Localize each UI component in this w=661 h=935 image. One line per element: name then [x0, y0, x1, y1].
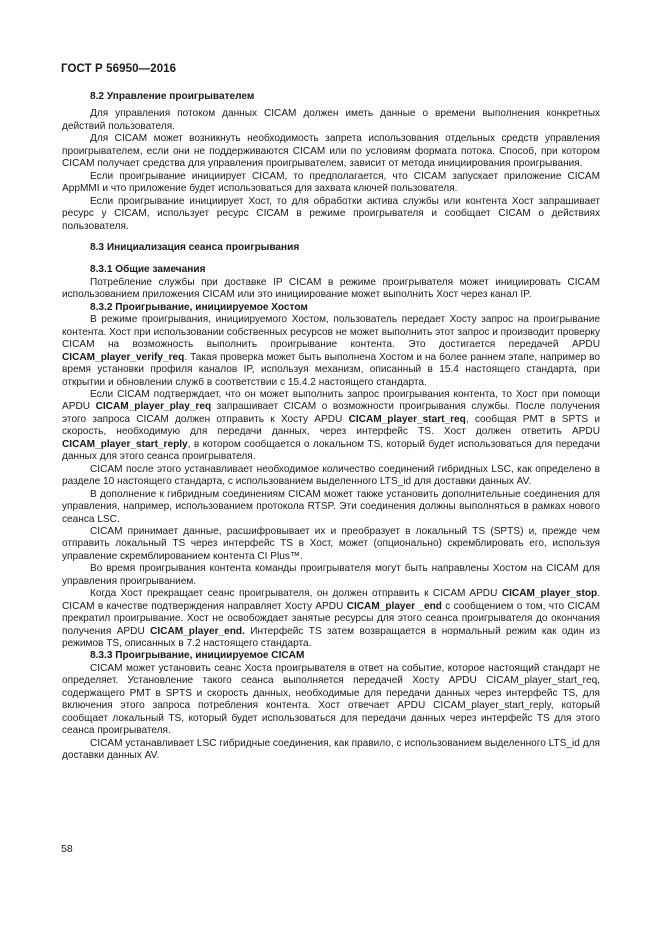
- paragraph: Для CICAM может возникнуть необходимость запрета использования отдельных средств управления проигрывателем, если они не поддерживаются CICAM или по условиям формата потока. Способ, при котором CICAM получает средства для управления проигрывателем, зависит от метода инициирования проигрывания.: [62, 133, 600, 170]
- paragraph: Для управления потоком данных CICAM должен иметь данные о времени выполнения конкретных действий пользователя.: [62, 108, 600, 132]
- paragraph: CICAM может установить сеанс Хоста проигрывателя в ответ на событие, которое настоящий стандарт не определяет. Установление такого сеанса выполняется передачей Хосту APDU CICAM_player_start_req, содержащего PMT в SPTS и скорость данных, необходимые для передачи данных через интерфейс TS, для включения этого запроса потребления контента. Хост отвечает APDU CICAM_player_start_reply, который сообщает локальный TS, который будет использоваться для передачи данных через интерфейс TS для этого сеанса проигрывателя.: [62, 662, 600, 737]
- paragraph: В дополнение к гибридным соединениям CICAM может также установить дополнительные соединения для управления, например, использованием протокола RTSP. Эти соединения должны выполняться в рамках нового сеанса LSC.: [62, 488, 600, 525]
- paragraph: CICAM устанавливает LSC гибридные соединения, как правило, с использованием выделенного LTS_id для доставки данных AV.: [62, 737, 600, 762]
- apdu-name: CICAM_player _end: [346, 600, 442, 612]
- paragraph: Когда Хост прекращает сеанс проигрывателя, он должен отправить к CICAM APDU CICAM_player_stop. CICAM в качестве подтверждения направляет Хосту APDU CICAM_player _end с сообщением о том, что CICAM прекратил проигрывание. Хост не освобождает занятые ресурсы для этого сеанса проигрывателя до окончания получения APDU CICAM_player_end. Интерфейс TS затем возвращается в нормальный режим как один из режимов TS, описанных в 7.2 настоящего стандарта.: [62, 588, 601, 650]
- page-number: 58: [61, 843, 73, 855]
- apdu-name: CICAM_player_stop: [501, 588, 598, 600]
- paragraph: CICAM после этого устанавливает необходимое количество соединений гибридных LSC, как определено в разделе 10 настоящего стандарта, с использованием выделенного LTS_id для доставки данных AV.: [62, 463, 600, 488]
- apdu-name: CICAM_player_play_req: [95, 401, 212, 413]
- apdu-name: CICAM_player_start_reply: [62, 438, 188, 450]
- apdu-name: CICAM_player_start_req: [348, 413, 466, 425]
- paragraph: CICAM принимает данные, расшифровывает их и преобразует в локальный TS (SPTS) и, прежде чем отправить локальный TS через интерфейс TS в Хост, может (опционально) скремблировать его, используя управление скремблированием контента CI Plus™.: [62, 525, 600, 562]
- paragraph: В режиме проигрывания, инициируемого Хостом, пользователь передает Хосту запрос на проигрывание контента. Хост при использовании собственных ресурсов не может выполнить этот запрос и производит проверку CICAM на возможность выполнить проигрывание контента. Это достигается передачей APDU CICAM_player_verify_req. Такая проверка может быть выполнена Хостом и на более раннем этапе, например во время установки профиля каналов IP, используя механизм, описанный в 15.4 настоящего стандарта, при открытии и обновлении служб в соответствии с 15.4.2 настоящего стандарта.: [62, 314, 600, 388]
- paragraph: Если CICAM подтверждает, что он может выполнить запрос проигрывания контента, то Хост при помощи APDU CICAM_player_play_req запрашивает CICAM о возможности проигрывания службы. После получения этого запроса CICAM должен отправить к Хосту APDU CICAM_player_start_req, сообщая PMT в SPTS и скорость, необходимую для передачи данных, через интерфейс TS. Хост должен ответить APDU CICAM_player_start_reply, в котором сообщается о локальном TS, который будет использоваться для передачи данных для этого сеанса проигрывателя.: [62, 388, 600, 463]
- subsection-heading-8-3-2: 8.3.2 Проигрывание, инициируемое Хостом: [90, 301, 308, 313]
- subsection-heading-8-3-1: 8.3.1 Общие замечания: [90, 264, 206, 276]
- section-heading-8-3: 8.3 Инициализация сеанса проигрывания: [90, 242, 300, 254]
- paragraph: Потребление службы при доставке IP CICAM в режиме проигрывателя может инициировать CICAM использованием приложения CICAM или это инициирование может выполнить Хост через канал IP.: [62, 276, 600, 301]
- apdu-name: CICAM_player_end.: [150, 625, 245, 637]
- paragraph: Во время проигрывания контента команды проигрывателя могут быть направлены Хостом на CICAM для управления проигрыванием.: [62, 563, 600, 587]
- document-body: [62, 91, 600, 763]
- paragraph: Если проигрывание инициирует CICAM, то предполагается, что CICAM запускает приложение CICAM AppMMI и что приложение будет использоваться для захвата ключей пользователя.: [62, 170, 600, 195]
- subsection-heading-8-3-3: 8.3.3 Проигрывание, инициируемое CICAM: [90, 650, 305, 662]
- section-heading-8-2: 8.2 Управление проигрывателем: [90, 91, 255, 102]
- paragraph: Если проигрывание инициирует Хост, то для обработки актива службы или контента Хост запрашивает ресурс у CICAM, использует ресурс CICAM в режиме проигрывателя и сообщает CICAM о действиях пользователя.: [62, 195, 600, 232]
- document-header: ГОСТ Р 56950—2016: [61, 63, 177, 75]
- apdu-name: CICAM_player_verify_req: [62, 351, 185, 363]
